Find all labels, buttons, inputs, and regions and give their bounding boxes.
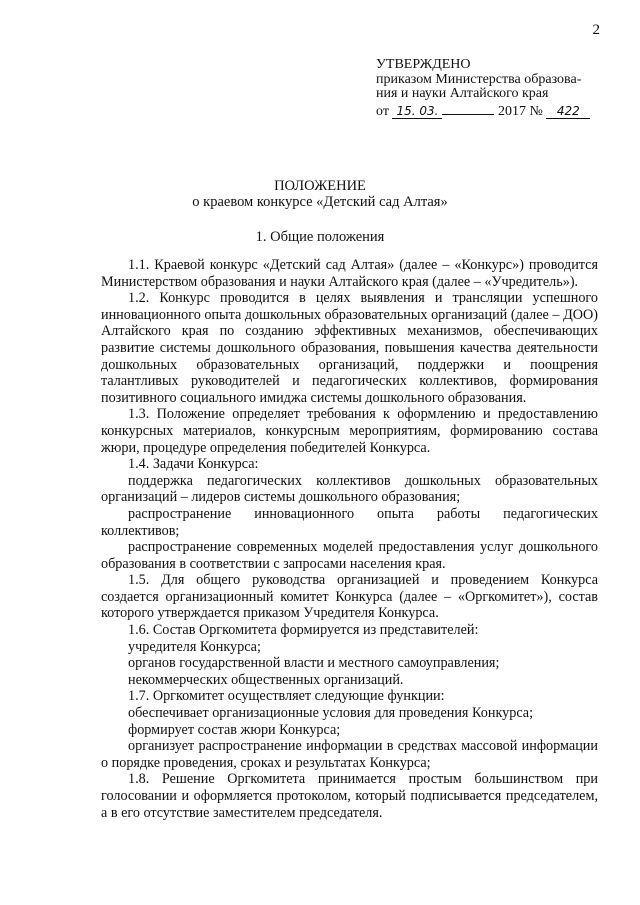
approval-block <box>376 58 600 119</box>
paragraph: 1.8. Решение Оргкомитета принимается простым большинством при голосовании и оформляется протоколом, который подписывается председателем, а в его отсутствие заместителем председателя. <box>101 771 598 821</box>
paragraph: органов государственной власти и местного самоуправления; <box>128 655 500 672</box>
approval-line-1: приказом Министерства образова- <box>376 71 582 87</box>
section-heading: 1. Общие положения <box>255 229 385 245</box>
approval-year-number: 2017 № <box>497 103 543 119</box>
paragraph: некоммерческих общественных организаций. <box>128 671 404 688</box>
date-underline <box>442 102 494 115</box>
approval-date-line <box>376 102 600 120</box>
page-number: 2 <box>592 22 600 38</box>
paragraph: 1.3. Положение определяет требования к оформлению и предоставлению конкурсных материалов, конкурсным мероприятиям, формированию состава жюри, процедуре определения победителей Конкурса. <box>101 406 598 456</box>
paragraph: 1.4. Задачи Конкурса: <box>128 456 259 473</box>
paragraph: 1.7. Оргкомитет осуществляет следующие функции: <box>128 688 445 705</box>
paragraph: 1.1. Краевой конкурс «Детский сад Алтая» (далее – «Конкурс») проводится Министерством образования и науки Алтайского края (далее – «Учредитель»). <box>101 257 598 290</box>
approval-line-2: ния и науки Алтайского края <box>376 86 549 101</box>
handwritten-date: 15. 03. <box>392 105 442 119</box>
document-subtitle: о краевом конкурсе «Детский сад Алтая» <box>192 194 448 210</box>
handwritten-order-number: 422 <box>546 105 590 119</box>
document-title: ПОЛОЖЕНИЕ <box>274 178 366 194</box>
paragraph: 1.6. Состав Оргкомитета формируется из представителей: <box>128 622 479 639</box>
approval-from-prefix: от <box>376 103 389 119</box>
paragraph: распространение инновационного опыта работы педагогических коллективов; <box>101 505 598 539</box>
approval-heading: УТВЕРЖДЕНО <box>376 57 471 72</box>
paragraph: формирует состав жюри Конкурса; <box>128 721 341 738</box>
paragraph: учредителя Конкурса; <box>128 638 261 655</box>
paragraph: 1.2. Конкурс проводится в целях выявления и трансляции успешного инновационного опыта дошкольных образовательных организаций (далее – ДОО) Алтайского края по созданию эффективных механизмов, обеспечивающих развитие системы дошкольного образования, повышения качества деятельности дошкольных образовательных организаций, поддержки и поощрения талантливых руководителей и педагогических коллективов, формирования позитивного социального имиджа системы дошкольного образования. <box>101 290 598 406</box>
paragraph: организует распространение информации в средствах массовой информации о порядке проведения, сроках и результатах Конкурса; <box>101 738 598 771</box>
document-title-block <box>0 178 640 210</box>
paragraph: поддержка педагогических коллективов дошкольных образовательных организаций – лидеров системы дошкольного образования; <box>101 472 598 506</box>
paragraph: обеспечивает организационные условия для проведения Конкурса; <box>128 705 534 722</box>
paragraph: распространение современных моделей предоставления услуг дошкольного образования в соответствии с запросами населения края. <box>101 539 598 572</box>
document-body <box>101 257 598 821</box>
paragraph: 1.5. Для общего руководства организацией и проведением Конкурса создается организационный комитет Конкурса (далее – «Оргкомитет»), состав которого утверждается приказом Учредителя Конкурса. <box>101 572 598 622</box>
